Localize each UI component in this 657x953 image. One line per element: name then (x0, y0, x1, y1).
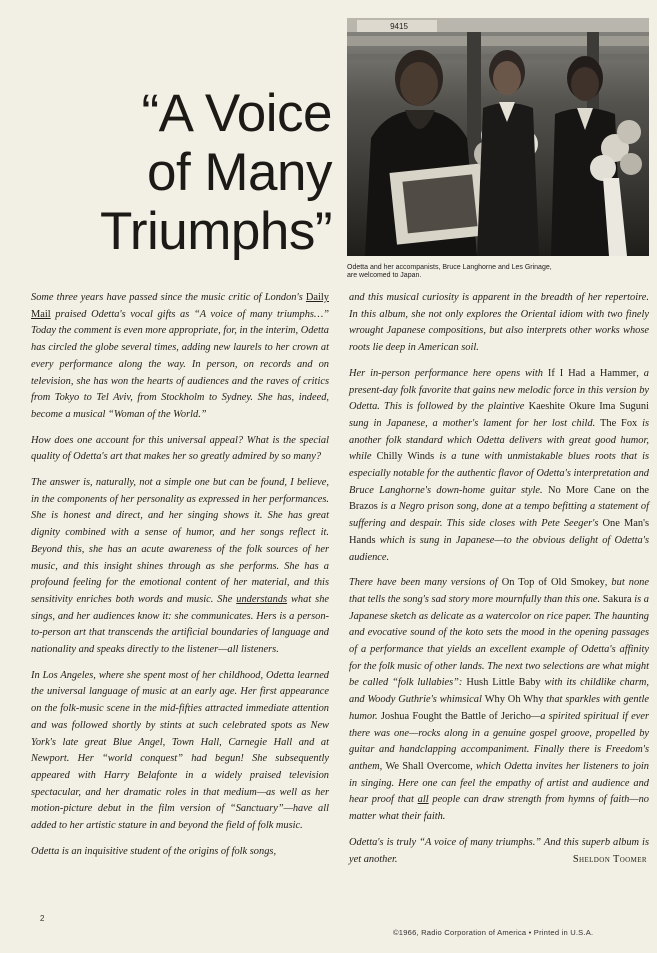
text-run: people can draw strength from hymns of faith—no matter what their faith. (349, 794, 649, 823)
text-run: is a Japanese sketch as delicate as a watercolor on rice paper. The haunting and evocative sound of the koto sets the mood in the opening passages of a performance that yields an excellent example of Odetta's affinity for the folk music of other lands. The next two selections are what might be called “folk lullabies”: (349, 593, 650, 689)
paragraph (349, 575, 649, 826)
song-title: Sakura (602, 593, 632, 605)
song-title: Joshua Fought the Battle of Jericho (380, 710, 531, 722)
title-line-1: “A Voice (141, 84, 332, 143)
song-title: The Fox (600, 417, 638, 429)
paragraph: Odetta is an inquisitive student of the origins of folk songs, (31, 845, 277, 857)
text-run: Her in-person performance here opens with (349, 367, 548, 379)
page-number: 2 (40, 914, 45, 923)
photo-odetta-welcome (347, 18, 649, 256)
text-run: with its childlike charm, and Woody Guthrie's whimsical (349, 677, 650, 706)
text-run: , but none that tells the song's sad story more mournfully than this one. (349, 577, 649, 605)
title-line-3: Triumphs” (99, 202, 332, 261)
left-column (31, 290, 329, 870)
text-run: There have been many versions of (349, 577, 502, 589)
paragraph (349, 366, 649, 566)
caption-line-2: are welcomed to Japan. (347, 272, 422, 279)
text-run: is a tune with unmistakable blues roots that is especially notable for the authentic flavor of Odetta's interpretation and Bruce Langhorne's down-home guitar style. (349, 451, 650, 496)
text-run: Some three years have passed since the music critic of London's (31, 292, 306, 303)
text-run: that sparkles with gentle humor. (349, 694, 649, 722)
text-run: what she sings, and her audiences know it: she communicates. Hers is a person-to-person art that transcends the artificial boundaries of language and nationality and speaks directly to the listener—all listeners. (31, 593, 329, 656)
paragraph: and this musical curiosity is apparent in the breadth of her repertoire. In this album, she not only explores the Oriental idiom with two finely wrought Japanese compositions, but also interprets other works whose roots lie deep in American soil. (349, 292, 649, 354)
song-title: Why Oh Why (484, 694, 544, 706)
photo-sign-text: 9415 (390, 22, 408, 31)
text-run: praised Odetta's vocal gifts as “A voice of many triumphs…” Today the comment is even more appropriate, for, in the interim, Odetta has circled the globe several times, adding new laurels to her crown at every performance along the way. In person, on records and on television, she has won the hearts of audiences and the raves of critics from Tokyo to Tel Aviv, from Stockholm to Sydney. She has, indeed, become a musical “Woman of the World.” (31, 308, 329, 420)
emphasis-word: all (417, 794, 429, 806)
text-run: is a Negro prison song, done at a tempo befitting a statement of suffering and despair. This side closes with Pete Seeger's (349, 501, 649, 530)
paragraph (31, 290, 329, 424)
song-title: Kaeshite Okure Ima Suguni (528, 401, 649, 413)
photo-caption (347, 264, 649, 280)
text-run: , a present-day folk favorite that gains new melodic force in this version by Odetta. This is followed by the plaintive (349, 367, 650, 413)
song-title: On Top of Old Smokey (501, 577, 605, 589)
song-title: No More Cane on the Brazos (349, 484, 650, 513)
paragraph: In Los Angeles, where she spent most of her childhood, Odetta learned the universal language of music at an early age. Her first appearance on the folk-music scene in the mid-fifties attracted immediate attention and was followed shortly by stints at such celebrated spots as New York's late great Blue Angel, Town Hall, Carnegie Hall and at Newport. Her “world conquest” had begun! She subsequently appeared with Harry Belafonte in a widely praised television spectacular, and her dramatic roles in that medium—as well as her motion-picture debut in the film version of “Sanctuary”—have all added to her artistic stature in and beyond the field of folk music. (31, 669, 329, 832)
text-run: Odetta's is truly “A voice of many triumphs.” And this superb album is yet another. (349, 836, 649, 865)
song-title: If I Had a Hammer (547, 367, 637, 379)
author-signature: Sheldon Toomer (572, 853, 647, 865)
title-line-2: of Many (146, 143, 332, 202)
emphasis-word: understands (236, 593, 288, 605)
paragraph: How does one account for this universal appeal? What is the special quality of Odetta's art that makes her so greatly admired by so many? (31, 434, 329, 463)
song-title: We Shall Overcome (385, 760, 471, 772)
right-column (349, 290, 649, 877)
paragraph (31, 475, 329, 659)
newspaper-name: Daily Mail (31, 292, 329, 320)
photo-illustration (347, 18, 649, 256)
article-title (60, 84, 332, 261)
song-title: One Man's Hands (349, 518, 649, 546)
text-run: , which Odetta invites her listeners to join in singing. Here one can feel the empathy of artist and audience and hear proof that (349, 760, 649, 806)
text-run: —a spirited spiritual if ever there was one—rocks along in a genuine gospel groove, propelled by guitar and handclapping accompaniment. Finally there is Freedom's anthem, (349, 710, 649, 772)
caption-line-1: Odetta and her accompanists, Bruce Langhorne and Les Grinage, (347, 264, 552, 271)
copyright-notice: ©1966, Radio Corporation of America • Printed in U.S.A. (393, 928, 594, 937)
song-title: Chilly Winds (376, 451, 435, 463)
paragraph (349, 835, 649, 868)
text-run: sung in Japanese, a mother's lament for her lost child. (349, 417, 601, 429)
song-title: Hush Little Baby (466, 677, 541, 689)
text-run: The answer is, naturally, not a simple one but can be found, I believe, in the components of her personality as expressed in her performances. She is honest and direct, and her singing shows it. She has great dignity combined with a sense of humor, and her songs reflect it. Beyond this, she has an acute awareness of the folk sources of her music, and this insight shines through as she performs. She has a profound feeling for the emotional content of her material, and this sensitivity enriches both words and music. She (31, 477, 329, 605)
text-run: which is sung in Japanese—to the obvious delight of Odetta's audience. (349, 534, 649, 563)
text-run: is another folk standard which Odetta delivers with great good humor, while (349, 417, 650, 463)
